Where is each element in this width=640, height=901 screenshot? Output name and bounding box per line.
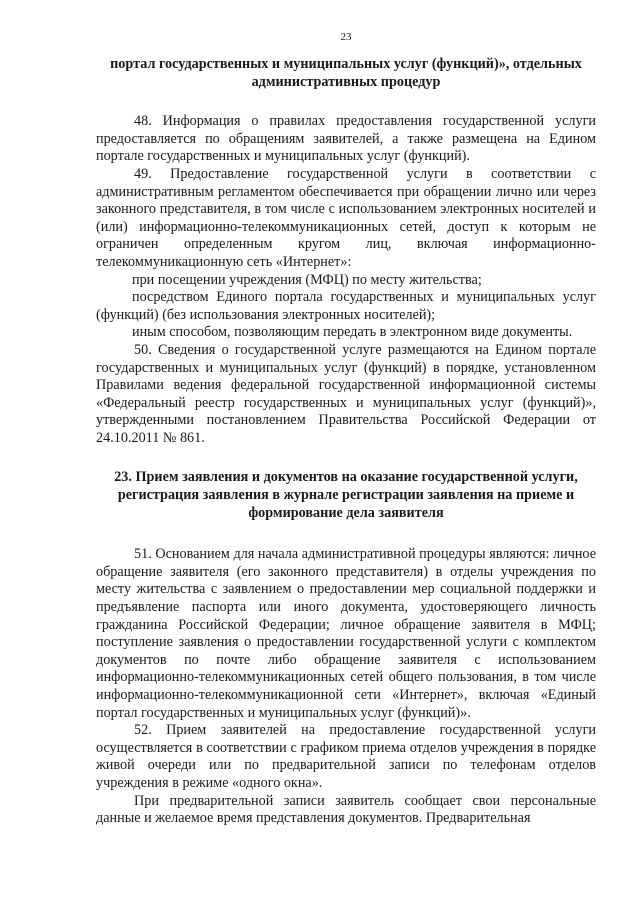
paragraph-prebooking: При предварительной записи заявитель сообщает свои персональные данные и желаемое время представления документов. Предварительная <box>96 792 596 827</box>
section-heading-23: 23. Прием заявления и документов на оказание государственной услуги, регистрация заявления в журнале регистрации заявления на приеме и формирование дела заявителя <box>114 469 578 521</box>
paragraph-51: 51. Основанием для начала административной процедуры являются: личное обращение заявителя (его законного представителя) в отделы учреждения по месту жительства с заявлением о предоставлении мер социальной поддержки и предъявление паспорта или иного документа, удостоверяющего личность гражданина Российской Федерации; личное обращение заявителя в МФЦ; поступление заявления о предоставлении государственной услуги с комплектом документов по почте либо обращение заявителя с использованием информационно-телекоммуникационных сетей общего пользования, в том числе информационно-телекоммуникационной сети «Интернет», включая «Единый портал государственных и муниципальных услуг (функций)». <box>96 546 596 721</box>
list-item-portal: посредством Единого портала государственных и муниципальных услуг (функций) (без использования электронных носителей); <box>96 289 596 323</box>
page-number: 23 <box>340 31 352 43</box>
paragraph-50: 50. Сведения о государственной услуге размещаются на Едином портале государственных и муниципальных услуг (функций) в порядке, установленном Правилами ведения федеральной государственной информационной системы «Федеральный реестр государственных и муниципальных услуг (функций)», утвержденными постановлением Правительства Российской Федерации от 24.10.2011 № 861. <box>96 341 596 446</box>
paragraph-49: 49. Предоставление государственной услуги в соответствии с административным регламентом обеспечивается при обращении лично или через законного представителя, в том числе с использованием электронных носителей и (или) информационно-телекоммуникационных сетей, доступ к которым не ограничен определенным кругом лиц, включая информационно-телекоммуникационную сеть «Интернет»: <box>96 165 596 270</box>
paragraph-52: 52. Прием заявителей на предоставление государственной услуги осуществляется в соответствии с графиком приема отделов учреждения в порядке живой очереди или по предварительной записи по телефонам отделов учреждения в режиме «одного окна». <box>96 722 596 791</box>
list-item-other: иным способом, позволяющим передать в электронном виде документы. <box>132 324 573 341</box>
list-item-visit: при посещении учреждения (МФЦ) по месту жительства; <box>132 271 482 288</box>
section-heading-continued: портал государственных и муниципальных услуг (функций)», отдельных административных процедур <box>110 56 582 90</box>
paragraph-48: 48. Информация о правилах предоставления государственной услуги предоставляется по обращениям заявителей, а также размещена на Едином портале государственных и муниципальных услуг (функций). <box>96 113 596 165</box>
